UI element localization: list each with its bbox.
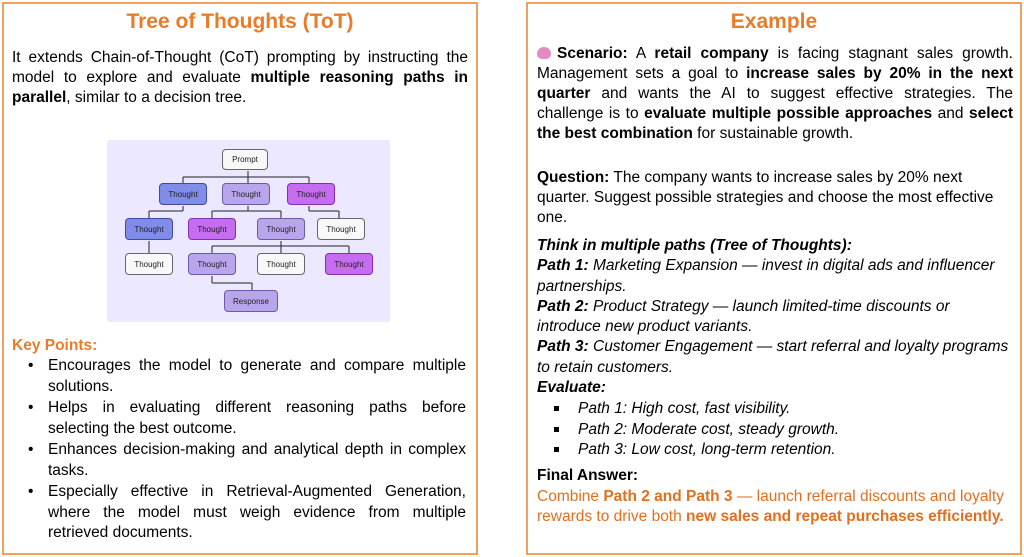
brain-icon bbox=[537, 47, 551, 59]
tot-intro bbox=[12, 48, 468, 108]
question-text bbox=[537, 168, 1013, 228]
tot-panel bbox=[2, 2, 478, 555]
thought-node: Thought bbox=[257, 218, 305, 240]
scenario-bold: retail company bbox=[654, 45, 769, 62]
final-answer-text bbox=[537, 487, 1013, 527]
scenario-seg: and wants the AI to suggest effective strategies. The challenge is to bbox=[537, 85, 1013, 122]
scenario-seg: is facing stagnant sales growth. Management sets a goal to bbox=[537, 45, 1013, 82]
list-item: • Helps in evaluating different reasoning paths before selecting the best outcome. bbox=[26, 398, 466, 439]
final-answer-label: Final Answer: bbox=[537, 467, 639, 484]
tot-diagram bbox=[107, 140, 390, 322]
response-node: Response bbox=[224, 290, 278, 312]
think-section bbox=[537, 236, 1013, 398]
question-label: Question: bbox=[537, 169, 610, 186]
intro-text: It extends Chain-of-Thought (CoT) prompting by instructing the model to explore and evaluate bbox=[12, 49, 468, 86]
scenario-seg: A bbox=[627, 45, 655, 62]
key-points-title: Key Points: bbox=[12, 337, 98, 354]
question-body: The company wants to increase sales by 20% next quarter. Suggest possible strategies and choose the most effective one. bbox=[537, 169, 994, 226]
final-seg: — launch referral discounts and loyalty rewards to drive both bbox=[537, 488, 1004, 525]
path-label: Path 1: bbox=[537, 257, 589, 275]
final-seg: Combine bbox=[537, 488, 604, 505]
evaluation-list bbox=[550, 399, 839, 461]
scenario-bold: select the best combination bbox=[537, 105, 1013, 142]
path-item bbox=[537, 337, 1013, 378]
final-bold: Path 2 and Path 3 bbox=[603, 488, 733, 505]
thought-node: Thought bbox=[325, 253, 373, 275]
list-item: Path 1: High cost, fast visibility. bbox=[550, 399, 839, 420]
list-item: • Encourages the model to generate and compare multiple solutions. bbox=[26, 356, 466, 397]
thought-node: Thought bbox=[287, 183, 335, 205]
prompt-node: Prompt bbox=[222, 149, 268, 170]
key-points-list bbox=[26, 356, 466, 545]
list-item: • Especially effective in Retrieval-Augmented Generation, where the model must weigh evidence from multiple retrieved documents. bbox=[26, 482, 466, 544]
intro-bold: multiple reasoning paths in parallel bbox=[12, 69, 468, 106]
example-title: Example bbox=[730, 10, 818, 33]
intro-suffix: , similar to a decision tree. bbox=[66, 89, 247, 106]
thought-node: Thought bbox=[159, 183, 207, 205]
thought-node: Thought bbox=[257, 253, 305, 275]
scenario-text bbox=[537, 44, 1013, 144]
thought-node: Thought bbox=[188, 218, 236, 240]
thought-node: Thought bbox=[317, 218, 365, 240]
evaluate-title: Evaluate: bbox=[537, 379, 606, 397]
thought-node: Thought bbox=[125, 253, 173, 275]
thought-node: Thought bbox=[188, 253, 236, 275]
final-bold: new sales and repeat purchases efficiently. bbox=[686, 508, 1004, 525]
list-item: • Enhances decision-making and analytical depth in complex tasks. bbox=[26, 440, 466, 481]
think-title: Think in multiple paths (Tree of Thoughts): bbox=[537, 237, 852, 254]
scenario-seg: and bbox=[932, 105, 970, 122]
path-text: Customer Engagement — start referral and loyalty programs to retain customers. bbox=[537, 338, 1009, 376]
thought-node: Thought bbox=[222, 183, 270, 205]
list-item: Path 2: Moderate cost, steady growth. bbox=[550, 420, 839, 441]
thought-node: Thought bbox=[125, 218, 173, 240]
path-item bbox=[537, 256, 1013, 297]
path-label: Path 3: bbox=[537, 338, 589, 356]
tot-title: Tree of Thoughts (ToT) bbox=[126, 10, 354, 33]
scenario-seg: for sustainable growth. bbox=[692, 125, 854, 142]
path-text: Marketing Expansion — invest in digital ads and influencer partnerships. bbox=[537, 257, 995, 295]
example-panel bbox=[526, 2, 1022, 555]
path-text: Product Strategy — launch limited-time discounts or introduce new product variants. bbox=[537, 297, 950, 336]
scenario-label: Scenario: bbox=[557, 45, 628, 62]
scenario-bold: increase sales by 20% in the next quarter bbox=[537, 65, 1013, 102]
scenario-bold: evaluate multiple possible approaches bbox=[644, 105, 933, 122]
list-item: Path 3: Low cost, long-term retention. bbox=[550, 440, 839, 461]
path-label: Path 2: bbox=[537, 297, 589, 315]
path-item bbox=[537, 297, 1013, 338]
